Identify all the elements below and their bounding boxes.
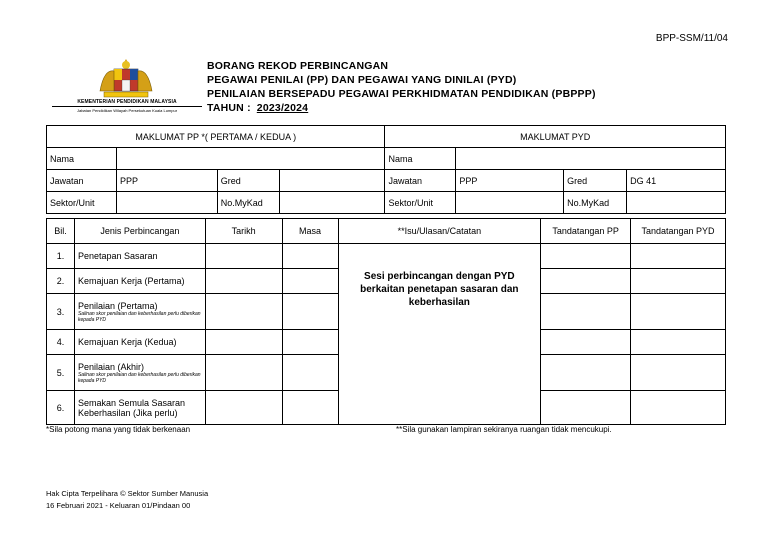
row-jenis: Penilaian (Akhir) (77, 361, 144, 372)
row-jenis: Penilaian (Pertama) (77, 300, 158, 311)
row-masa-field[interactable] (282, 294, 338, 330)
pp-jawatan-label: Jawatan (47, 170, 117, 192)
row-tarikh-field[interactable] (205, 355, 282, 391)
pp-mykad-field[interactable] (279, 192, 385, 214)
pyd-gred-value: DG 41 (627, 170, 726, 192)
discussion-table (46, 218, 726, 425)
pyd-mykad-field[interactable] (627, 192, 726, 214)
pyd-nama-field[interactable] (456, 148, 726, 170)
table-row (47, 244, 726, 269)
document-code: BPP-SSM/11/04 (655, 33, 728, 44)
row-note: Salinan skor penilaian dan keberhasilan perlu diberikan kepada PYD (77, 310, 201, 323)
header-tarikh: Tarikh (205, 219, 282, 244)
row-bil: 3. (47, 294, 75, 330)
header-bil: Bil. (47, 219, 75, 244)
pyd-sektor-label: Sektor/Unit (385, 192, 456, 214)
copyright-line-1: Hak Cipta Terpelihara © Sektor Sumber Manusia (46, 489, 209, 498)
row-jenis: Penetapan Sasaran (74, 244, 205, 269)
pyd-sektor-field[interactable] (456, 192, 564, 214)
pyd-gred-label: Gred (564, 170, 627, 192)
footnote-left: *Sila potong mana yang tidak berkenaan (46, 425, 191, 434)
row-tandatangan-pp-field[interactable] (541, 269, 631, 294)
pp-jawatan-value: PPP (116, 170, 217, 192)
pyd-mykad-label: No.MyKad (564, 192, 627, 214)
row-tandatangan-pyd-field[interactable] (631, 355, 726, 391)
row-bil: 1. (47, 244, 75, 269)
row-tarikh-field[interactable] (205, 244, 282, 269)
row-bil: 4. (47, 330, 75, 355)
title-line-2: PEGAWAI PENILAI (PP) DAN PEGAWAI YANG DINILAI (PYD) (207, 74, 517, 86)
form-title (207, 59, 596, 115)
row-tarikh-field[interactable] (205, 269, 282, 294)
sesi-note: Sesi perbincangan dengan PYD berkaitan penetapan sasaran dan keberhasilan (338, 244, 541, 425)
row-masa-field[interactable] (282, 330, 338, 355)
row-bil: 5. (47, 355, 75, 391)
row-tandatangan-pp-field[interactable] (541, 355, 631, 391)
tahun-value: 2023/2024 (256, 102, 309, 114)
pp-mykad-label: No.MyKad (217, 192, 279, 214)
row-tandatangan-pyd-field[interactable] (631, 391, 726, 425)
pp-nama-field[interactable] (116, 148, 385, 170)
row-jenis: Kemajuan Kerja (Kedua) (74, 330, 205, 355)
row-tandatangan-pyd-field[interactable] (631, 269, 726, 294)
row-jenis: Kemajuan Kerja (Pertama) (74, 269, 205, 294)
row-masa-field[interactable] (282, 244, 338, 269)
row-jenis-cell (74, 294, 205, 330)
row-note: Salinan skor penilaian dan keberhasilan perlu diberikan kepada PYD (77, 371, 201, 384)
row-masa-field[interactable] (282, 355, 338, 391)
row-masa-field[interactable] (282, 269, 338, 294)
row-tandatangan-pp-field[interactable] (541, 244, 631, 269)
row-tandatangan-pp-field[interactable] (541, 391, 631, 425)
pyd-jawatan-value: PPP (456, 170, 564, 192)
pp-sektor-label: Sektor/Unit (47, 192, 117, 214)
info-table (46, 125, 726, 214)
pp-gred-label: Gred (217, 170, 279, 192)
copyright-block (46, 488, 208, 512)
pyd-jawatan-label: Jawatan (385, 170, 456, 192)
row-bil: 2. (47, 269, 75, 294)
header-masa: Masa (282, 219, 338, 244)
pyd-header: MAKLUMAT PYD (385, 126, 726, 148)
copyright-line-2: 16 Februari 2021 - Keluaran 01/Pindaan 00 (46, 501, 191, 510)
row-bil: 6. (47, 391, 75, 425)
header-isu: **Isu/Ulasan/Catatan (338, 219, 541, 244)
pp-nama-label: Nama (47, 148, 117, 170)
ministry-name: KEMENTERIAN PENDIDIKAN MALAYSIA (77, 99, 177, 105)
header-tandatangan-pp: Tandatangan PP (541, 219, 631, 244)
header-jenis: Jenis Perbincangan (74, 219, 205, 244)
title-line-1: BORANG REKOD PERBINCANGAN (207, 60, 389, 72)
department-name: Jabatan Pendidikan Wilayah Persekutuan Kuala Lumpur (52, 106, 202, 113)
title-line-3: PENILAIAN BERSEPADU PEGAWAI PERKHIDMATAN PENDIDIKAN (PBPPP) (207, 88, 596, 100)
row-tandatangan-pyd-field[interactable] (631, 330, 726, 355)
row-tandatangan-pp-field[interactable] (541, 330, 631, 355)
row-tarikh-field[interactable] (205, 294, 282, 330)
pyd-nama-label: Nama (385, 148, 456, 170)
row-jenis-cell (74, 355, 205, 391)
row-tarikh-field[interactable] (205, 391, 282, 425)
ministry-block (52, 99, 202, 113)
pp-header: MAKLUMAT PP *( PERTAMA / KEDUA ) (47, 126, 385, 148)
row-tandatangan-pyd-field[interactable] (631, 244, 726, 269)
row-tandatangan-pyd-field[interactable] (631, 294, 726, 330)
pp-gred-field[interactable] (279, 170, 385, 192)
coat-of-arms-icon (92, 55, 160, 101)
tahun-label: TAHUN : (207, 102, 251, 114)
pp-sektor-field[interactable] (116, 192, 217, 214)
header-tandatangan-pyd: Tandatangan PYD (631, 219, 726, 244)
row-masa-field[interactable] (282, 391, 338, 425)
row-jenis: Semakan Semula Sasaran Keberhasilan (Jika perlu) (74, 391, 205, 425)
title-year (207, 101, 596, 115)
row-tandatangan-pp-field[interactable] (541, 294, 631, 330)
footnote-right: **Sila gunakan lampiran sekiranya ruangan tidak mencukupi. (396, 425, 612, 434)
row-tarikh-field[interactable] (205, 330, 282, 355)
